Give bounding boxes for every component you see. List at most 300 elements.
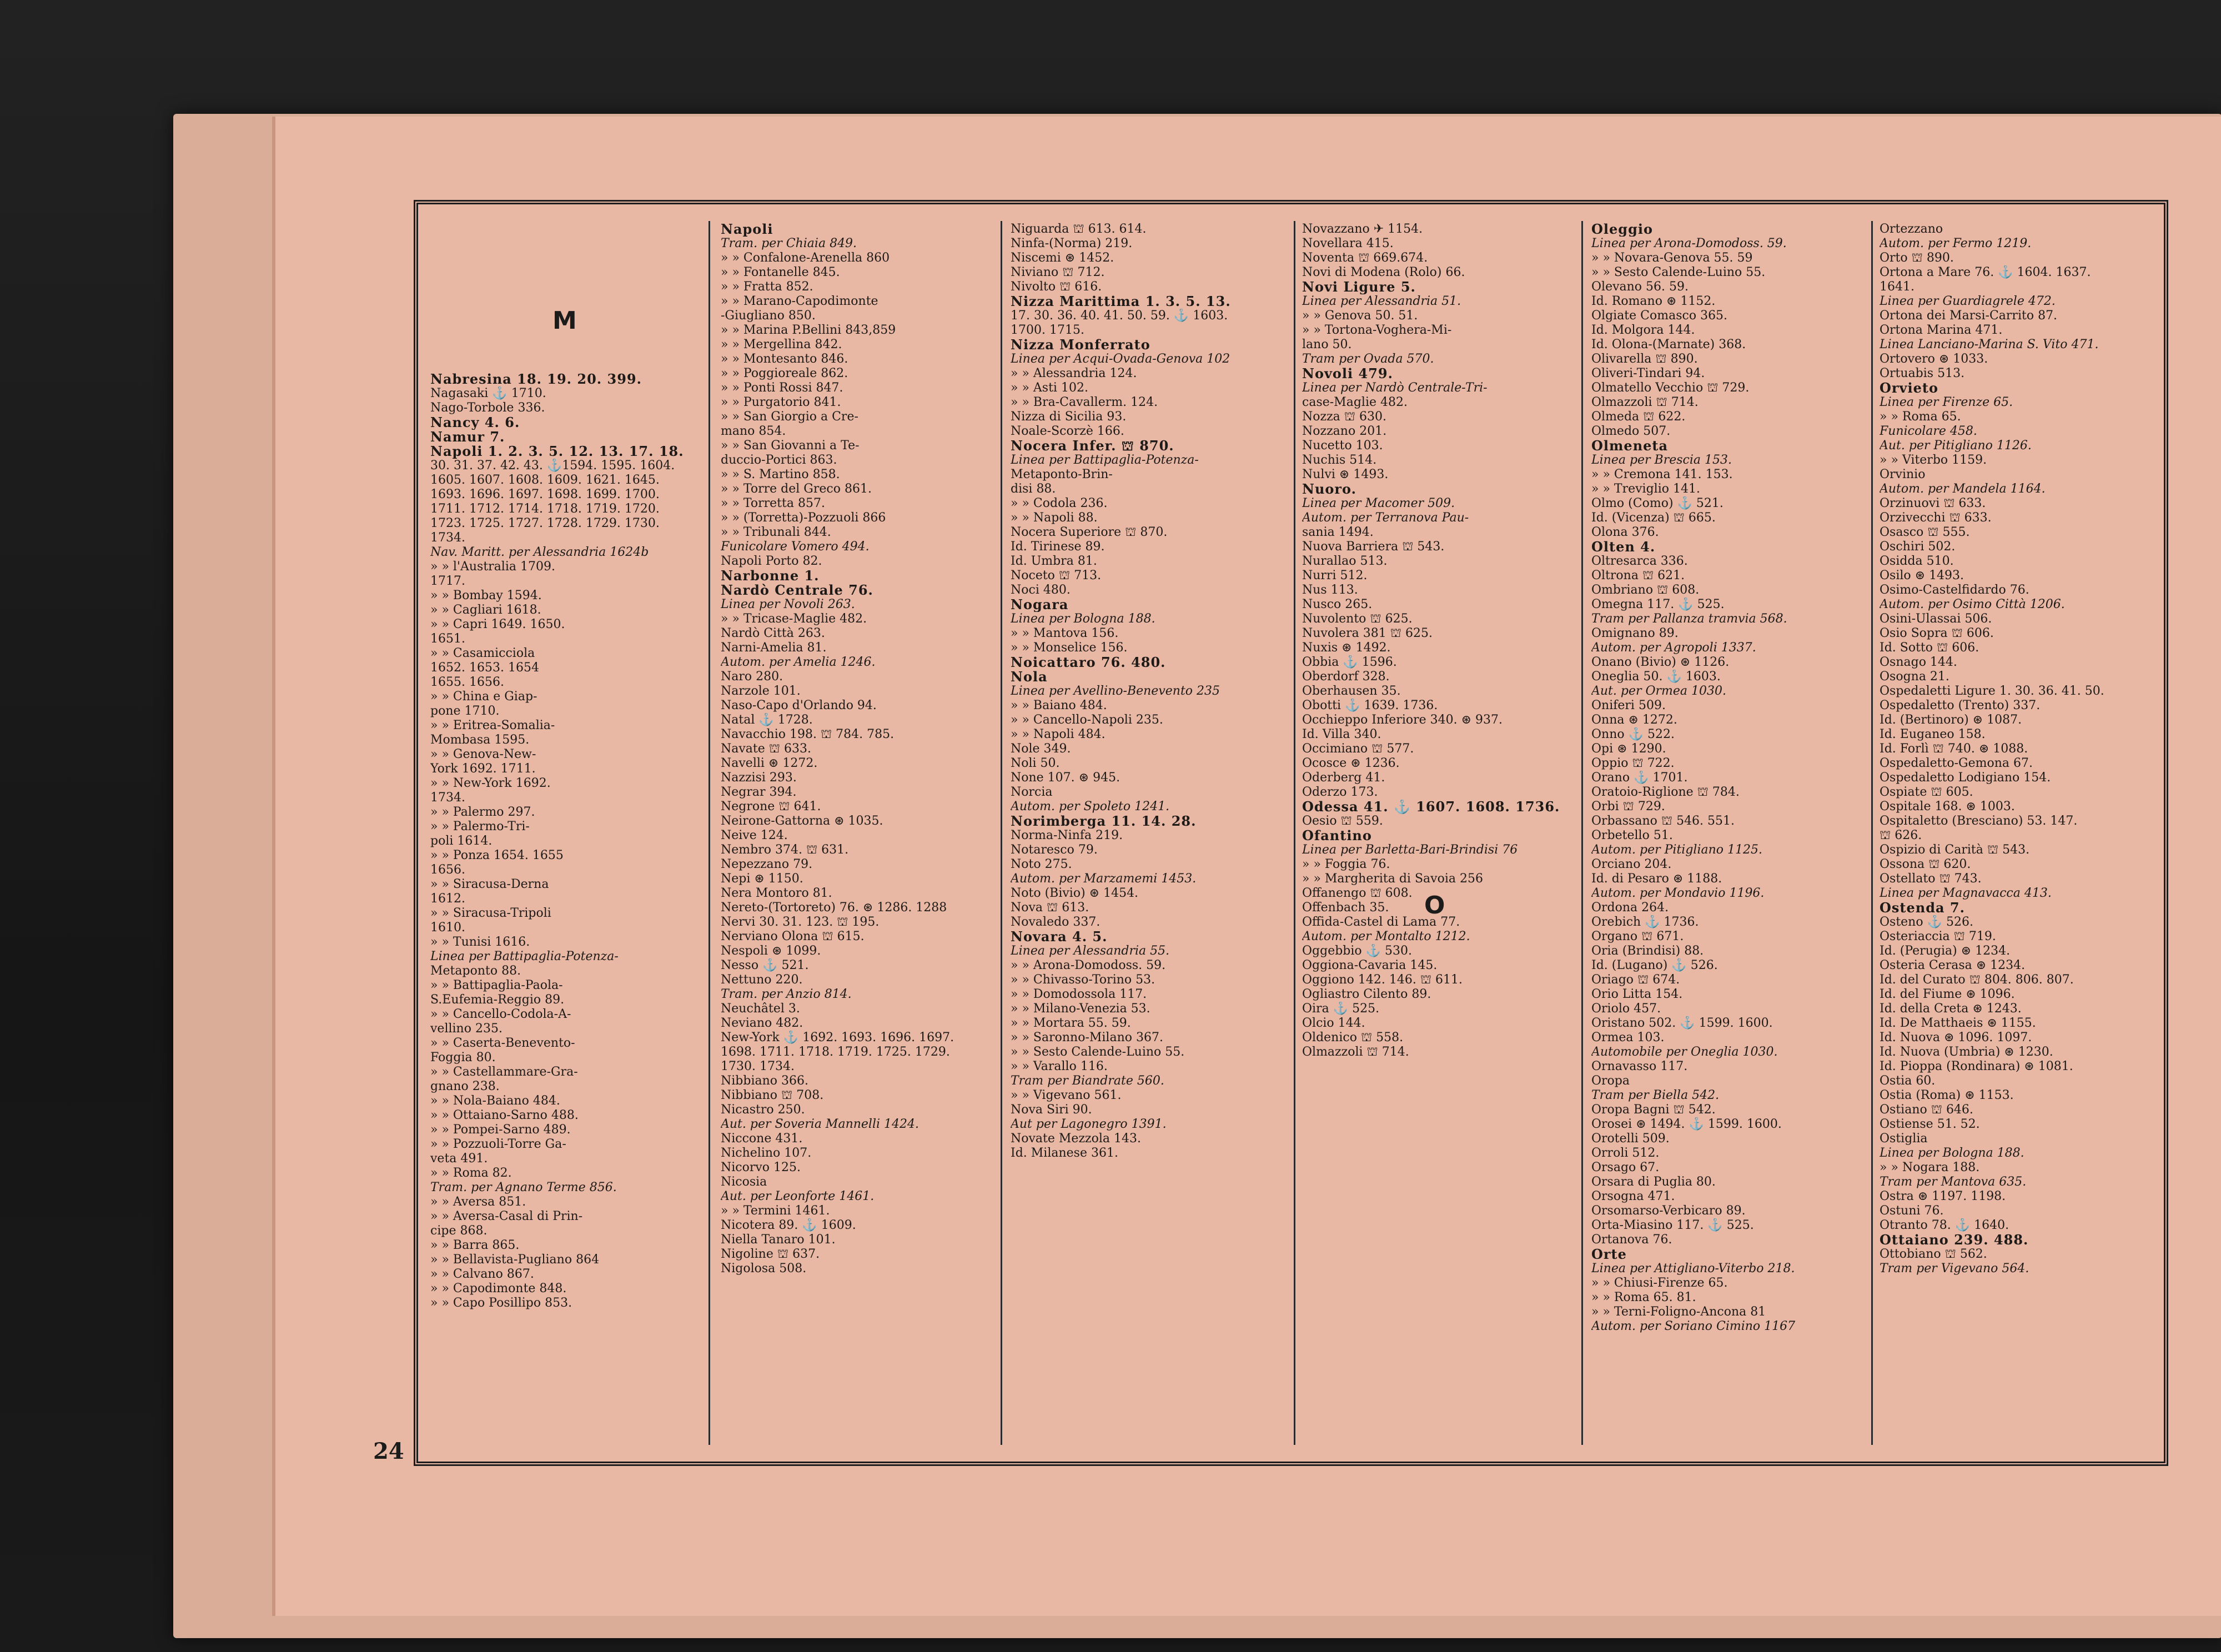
index-entry-line: » » Viterbo 1159. [1880, 453, 1987, 467]
index-entry-line: 17. 30. 36. 40. 41. 50. 59. ⚓ 1603. [1011, 309, 1228, 323]
index-entry-line: Osteriaccia ⛫ 719. [1880, 930, 1996, 943]
index-entry-line: » » S. Martino 858. [721, 468, 840, 481]
index-entry-line: Oggebbio ⚓ 530. [1302, 944, 1413, 958]
index-entry-line: Onano (Bivio) ⊛ 1126. [1591, 655, 1730, 669]
index-entry-line: gnano 238. [430, 1079, 500, 1093]
index-entry-line: » » Eritrea-Somalia- [430, 719, 555, 732]
index-entry-line: Ortona dei Marsi-Carrito 87. [1880, 309, 2058, 323]
index-entry-line: Occhieppo Inferiore 340. ⊛ 937. [1302, 713, 1503, 727]
index-entry-line: » » Marina P.Bellini 843,859 [721, 323, 896, 337]
index-entry-line: Olmeda ⛫ 622. [1591, 410, 1686, 424]
index-entry-line: Ortezzano [1880, 222, 1943, 236]
index-entry-heading: Orte [1591, 1247, 1627, 1262]
index-entry-line: » » Capodimonte 848. [430, 1282, 567, 1296]
index-entry-line: Orta-Miasino 117. ⚓ 525. [1591, 1218, 1754, 1232]
index-entry-line: » » Roma 65. [1880, 410, 1961, 424]
index-entry-line: Oppio ⛫ 722. [1591, 756, 1675, 770]
column-divider [708, 221, 710, 1445]
index-entry-line: Linea per Alessandria 51. [1302, 294, 1461, 308]
index-entry-line: Ogliastro Cilento 89. [1302, 987, 1431, 1001]
index-entry-line: Navacchio 198. ⛫ 784. 785. [721, 727, 895, 741]
index-entry-line: pone 1710. [430, 704, 500, 718]
index-entry-line: 1698. 1711. 1718. 1719. 1725. 1729. [721, 1045, 950, 1059]
index-entry-line: Oristano 502. ⚓ 1599. 1600. [1591, 1016, 1773, 1030]
index-entry-line: Foggia 80. [430, 1051, 496, 1064]
index-entry-line: » » Barra 865. [430, 1238, 520, 1252]
index-entry-line: 1652. 1653. 1654 [430, 661, 539, 675]
index-entry-line: Oropa Bagni ⛫ 542. [1591, 1103, 1716, 1117]
index-entry-line: Novaledo 337. [1011, 915, 1101, 929]
index-entry-line: Ortanova 76. [1591, 1233, 1672, 1247]
index-entry-line: » » Battipaglia-Paola- [430, 978, 563, 992]
index-entry-line: » » Terni-Foligno-Ancona 81 [1591, 1305, 1766, 1319]
index-entry-line: S.Eufemia-Reggio 89. [430, 993, 565, 1007]
index-entry-line: Ospitaletto (Bresciano) 53. 147. [1880, 814, 2078, 828]
index-entry-line: Neuchâtel 3. [721, 1002, 800, 1016]
index-column-4 [1302, 222, 1577, 1444]
index-entry-heading: Narbonne 1. [721, 569, 820, 583]
index-entry-line: Ocosce ⊛ 1236. [1302, 756, 1400, 770]
index-entry-line: Linea per Battipaglia-Potenza- [1011, 453, 1199, 467]
column-divider [1294, 221, 1295, 1445]
index-entry-line: Noto (Bivio) ⊛ 1454. [1011, 886, 1139, 900]
index-entry-line: Tram. per Agnano Terme 856. [430, 1181, 617, 1194]
index-entry-line: » » Cancello-Napoli 235. [1011, 713, 1163, 727]
index-entry-line: » » Purgatorio 841. [721, 395, 841, 409]
index-entry-line: 1730. 1734. [721, 1060, 795, 1073]
index-entry-line: Noceto ⛫ 713. [1011, 569, 1102, 583]
index-entry-line: Nervi 30. 31. 123. ⛫ 195. [721, 915, 880, 929]
index-entry-heading: Olten 4. [1591, 540, 1656, 554]
index-entry-line: Nicorvo 125. [721, 1161, 801, 1174]
index-entry-line: Niscemi ⊛ 1452. [1011, 251, 1114, 265]
index-entry-line: Nago-Torbole 336. [430, 401, 545, 415]
index-entry-line: duccio-Portici 863. [721, 453, 837, 467]
index-entry-line: Tram per Vigevano 564. [1880, 1262, 2029, 1276]
index-entry-line: Ostia 60. [1880, 1074, 1936, 1088]
index-entry-line: Id. Pioppa (Rondinara) ⊛ 1081. [1880, 1060, 2073, 1073]
index-entry-line: Metaponto-Brin- [1011, 468, 1113, 481]
index-entry-line: Norcia [1011, 785, 1053, 799]
index-entry-line: » » Sesto Calende-Luino 55. [1591, 265, 1766, 279]
index-entry-line: -Giugliano 850. [721, 309, 816, 323]
index-entry-line: sania 1494. [1302, 525, 1374, 539]
index-entry-line: » » Chivasso-Torino 53. [1011, 973, 1155, 987]
section-letter-n: M [552, 307, 577, 335]
index-column-5 [1591, 222, 1866, 1444]
index-entry-line: ⛫ 626. [1880, 828, 1922, 842]
index-entry-line: Olevano 56. 59. [1591, 280, 1689, 294]
index-entry-line: Oriolo 457. [1591, 1002, 1661, 1016]
index-entry-line: Id. Villa 340. [1302, 727, 1381, 741]
index-entry-line: Orto ⛫ 890. [1880, 251, 1954, 265]
index-entry-line: Funicolare Vomero 494. [721, 540, 870, 554]
index-column-3 [1011, 222, 1288, 1444]
index-entry-line: Neive 124. [721, 828, 788, 842]
index-entry-line: Id. Nuova ⊛ 1096. 1097. [1880, 1031, 2032, 1045]
index-entry-line: » » Mortara 55. 59. [1011, 1016, 1131, 1030]
index-entry-line: » » New-York 1692. [430, 776, 551, 790]
index-entry-line: » » Marano-Capodimonte [721, 294, 878, 308]
index-entry-line: Linea per Macomer 509. [1302, 496, 1455, 510]
index-entry-line: Tram per Ovada 570. [1302, 352, 1434, 366]
index-entry-line: Linea per Battipaglia-Potenza- [430, 950, 619, 963]
index-entry-line: Naro 280. [721, 670, 783, 684]
index-entry-line: Navelli ⊛ 1272. [721, 756, 818, 770]
index-entry-line: » » Tortona-Voghera-Mi- [1302, 323, 1452, 337]
index-entry-line: Nucetto 103. [1302, 439, 1383, 453]
index-entry-line: Autom. per Soriano Cimino 1167 [1591, 1319, 1796, 1333]
index-entry-line: Oriago ⛫ 674. [1591, 973, 1680, 987]
index-entry-line: Oschiri 502. [1880, 540, 1956, 554]
index-entry-line: Autom. per Amelia 1246. [721, 655, 876, 669]
index-entry-line: » » Fratta 852. [721, 280, 813, 294]
index-entry-line: Nocera Superiore ⛫ 870. [1011, 525, 1168, 539]
index-entry-line: Noto 275. [1011, 857, 1072, 871]
index-entry-line: Linea per Arona-Domodoss. 59. [1591, 237, 1787, 250]
index-entry-line: Olivarella ⛫ 890. [1591, 352, 1698, 366]
index-entry-line: Otranto 78. ⚓ 1640. [1880, 1218, 2009, 1232]
index-entry-line: Nichelino 107. [721, 1146, 812, 1160]
index-entry-heading: Ofantino [1302, 828, 1372, 843]
page-number: 24 [373, 1438, 404, 1464]
index-entry-line: Nibbiano ⛫ 708. [721, 1088, 824, 1102]
index-entry-line: Orotelli 509. [1591, 1132, 1670, 1146]
index-entry-line: vellino 235. [430, 1022, 503, 1036]
index-entry-line: Offida-Castel di Lama 77. [1302, 915, 1460, 929]
index-entry-line: Id. (Lugano) ⚓ 526. [1591, 958, 1718, 972]
index-entry-line: Oesio ⛫ 559. [1302, 814, 1383, 828]
index-entry-line: Ospizio di Carità ⛫ 543. [1880, 843, 2030, 857]
index-entry-line: case-Maglie 482. [1302, 395, 1408, 409]
index-entry-line: Tram per Biella 542. [1591, 1088, 1720, 1102]
index-entry-line: » » Sesto Calende-Luino 55. [1011, 1045, 1185, 1059]
index-entry-line: » » Foggia 76. [1302, 857, 1390, 871]
index-entry-line: 30. 31. 37. 42. 43. ⚓1594. 1595. 1604. [430, 459, 675, 473]
index-entry-line: Orosei ⊛ 1494. ⚓ 1599. 1600. [1591, 1117, 1782, 1131]
index-entry-line: Tram. per Anzio 814. [721, 987, 852, 1001]
index-entry-line: » » Cancello-Codola-A- [430, 1007, 571, 1021]
index-entry-line: Orano ⚓ 1701. [1591, 771, 1688, 785]
index-entry-line: Osilo ⊛ 1493. [1880, 569, 1964, 583]
index-entry-line: Nova Siri 90. [1011, 1103, 1092, 1117]
index-entry-line: 1656. [430, 863, 465, 877]
index-entry-line: Natal ⚓ 1728. [721, 713, 813, 727]
index-entry-line: » » Tunisi 1616. [430, 935, 530, 949]
index-entry-heading: Oleggio [1591, 222, 1653, 237]
index-entry-line: Norma-Ninfa 219. [1011, 828, 1123, 842]
index-entry-line: Id. Olona-(Marnate) 368. [1591, 338, 1746, 352]
index-entry-line: Autom. per Pitigliano 1125. [1591, 843, 1762, 857]
index-entry-heading: Nizza Marittima 1. 3. 5. 13. [1011, 294, 1231, 309]
index-entry-line: Osteno ⚓ 526. [1880, 915, 1973, 929]
index-entry-heading: Napoli 1. 2. 3. 5. 12. 13. 17. 18. [430, 444, 684, 459]
index-entry-line: » » (Torretta)-Pozzuoli 866 [721, 511, 886, 525]
index-entry-line: » » Ponza 1654. 1655 [430, 848, 564, 862]
index-entry-line: Nera Montoro 81. [721, 886, 832, 900]
index-entry-line: Neirone-Gattorna ⊛ 1035. [721, 814, 883, 828]
index-entry-line: » » Aversa 851. [430, 1195, 526, 1209]
index-entry-line: Olcio 144. [1302, 1016, 1365, 1030]
index-entry-line: Funicolare 458. [1880, 424, 1977, 438]
index-entry-line: Novi di Modena (Rolo) 66. [1302, 265, 1465, 279]
column-divider [1001, 221, 1002, 1445]
index-entry-line: Ospiate ⛫ 605. [1880, 785, 1973, 799]
index-entry-line: Onna ⊛ 1272. [1591, 713, 1677, 727]
index-entry-line: » » Montesanto 846. [721, 352, 848, 366]
index-entry-line: Nicotera 89. ⚓ 1609. [721, 1218, 856, 1232]
index-entry-line: Nembro 374. ⛫ 631. [721, 843, 849, 857]
index-entry-line: Osini-Ulassai 506. [1880, 612, 1992, 626]
index-entry-line: Oberhausen 35. [1302, 684, 1401, 698]
index-entry-heading: Nabresina 18. 19. 20. 399. [430, 372, 642, 386]
index-entry-line: Autom. per Mandela 1164. [1880, 482, 2046, 496]
index-entry-line: » » Pozzuoli-Torre Ga- [430, 1137, 566, 1151]
index-entry-line: Ninfa-(Norma) 219. [1011, 237, 1133, 250]
index-entry-line: Orio Litta 154. [1591, 987, 1683, 1001]
index-entry-line: Orsago 67. [1591, 1161, 1660, 1174]
index-entry-heading: Novoli 479. [1302, 366, 1393, 381]
index-entry-line: » » Milano-Venezia 53. [1011, 1002, 1150, 1016]
index-entry-line: 1700. 1715. [1011, 323, 1084, 337]
index-entry-line: Nulvi ⊛ 1493. [1302, 468, 1389, 481]
index-entry-line: Navate ⛫ 633. [721, 742, 811, 756]
index-entry-line: Osimo-Castelfidardo 76. [1880, 583, 2029, 597]
index-entry-line: Orbassano ⛫ 546. 551. [1591, 814, 1735, 828]
index-entry-line: Occimiano ⛫ 577. [1302, 742, 1414, 756]
index-entry-line: 1605. 1607. 1608. 1609. 1621. 1645. [430, 473, 660, 487]
index-entry-line: Nicastro 250. [721, 1103, 805, 1117]
index-entry-line: Ospedaletto Lodigiano 154. [1880, 771, 2051, 785]
index-entry-line: » » Calvano 867. [430, 1267, 534, 1281]
index-entry-line: Oropa [1591, 1074, 1630, 1088]
index-entry-line: » » Baiano 484. [1011, 699, 1107, 712]
index-entry-line: Oderberg 41. [1302, 771, 1385, 785]
index-entry-line: Obotti ⚓ 1639. 1736. [1302, 699, 1438, 712]
index-entry-line: » » Palermo 297. [430, 805, 535, 819]
index-entry-line: Linea per Bologna 188. [1880, 1146, 2024, 1160]
index-entry-line: Id. Nuova (Umbria) ⊛ 1230. [1880, 1045, 2053, 1059]
index-entry-line: Organo ⛫ 671. [1591, 930, 1684, 943]
index-entry-line: Nerviano Olona ⛫ 615. [721, 930, 865, 943]
index-entry-line: Oltrona ⛫ 621. [1591, 569, 1685, 583]
index-entry-line: 1711. 1712. 1714. 1718. 1719. 1720. [430, 502, 660, 516]
index-entry-line: Offanengo ⛫ 608. [1302, 886, 1413, 900]
index-entry-line: Id. De Matthaeis ⊛ 1155. [1880, 1016, 2036, 1030]
index-entry-line: Id. (Perugia) ⊛ 1234. [1880, 944, 2011, 958]
index-entry-heading: Odessa 41. ⚓ 1607. 1608. 1736. [1302, 800, 1560, 814]
index-entry-line: » » Codola 236. [1011, 496, 1108, 510]
index-entry-line: Ostuni 76. [1880, 1204, 1944, 1218]
index-entry-heading: Noicattaro 76. 480. [1011, 655, 1166, 670]
index-entry-line: Linea per Brescia 153. [1591, 453, 1732, 467]
index-entry-line: » » Nola-Baiano 484. [430, 1094, 560, 1108]
index-entry-line: Oria (Brindisi) 88. [1591, 944, 1704, 958]
index-entry-line: 1693. 1696. 1697. 1698. 1699. 1700. [430, 488, 660, 501]
index-entry-line: Oneglia 50. ⚓ 1603. [1591, 670, 1721, 684]
index-entry-line: » » Ottaiano-Sarno 488. [430, 1108, 579, 1122]
index-entry-line: Nav. Maritt. per Alessandria 1624b [430, 545, 649, 559]
index-entry-line: Ortona a Mare 76. ⚓ 1604. 1637. [1880, 265, 2091, 279]
index-entry-line: Id. del Fiume ⊛ 1096. [1880, 987, 2015, 1001]
index-entry-line: Ostra ⊛ 1197. 1198. [1880, 1189, 2006, 1203]
index-entry-line: Metaponto 88. [430, 964, 521, 978]
index-entry-line: Niccone 431. [721, 1132, 803, 1146]
index-entry-line: Nuvolento ⛫ 625. [1302, 612, 1413, 626]
index-entry-line: Oliveri-Tindari 94. [1591, 366, 1705, 380]
index-entry-line: 1610. [430, 921, 465, 935]
index-entry-line: Osio Sopra ⛫ 606. [1880, 626, 1994, 640]
index-entry-line: » » Casamicciola [430, 646, 535, 660]
index-entry-line: Ospedaletto (Trento) 337. [1880, 699, 2041, 712]
index-entry-line: Nusco 265. [1302, 597, 1373, 611]
index-entry-line: Nibbiano 366. [721, 1074, 808, 1088]
index-column-2 [721, 222, 996, 1444]
index-entry-line: Nurri 512. [1302, 569, 1368, 583]
index-entry-line: Omignano 89. [1591, 626, 1679, 640]
index-entry-line: » » Bra-Cavallerm. 124. [1011, 395, 1158, 409]
index-entry-line: Oggiona-Cavaria 145. [1302, 958, 1438, 972]
index-entry-line: » » Tricase-Maglie 482. [721, 612, 867, 626]
index-entry-line: Nepi ⊛ 1150. [721, 872, 803, 886]
index-entry-line: Olona 376. [1591, 525, 1659, 539]
index-entry-line: Osogna 21. [1880, 670, 1949, 684]
index-entry-line: None 107. ⊛ 945. [1011, 771, 1120, 785]
index-entry-line: » » Cagliari 1618. [430, 603, 541, 617]
index-entry-line: 1734. [430, 531, 465, 545]
index-entry-heading: Nogara [1011, 597, 1069, 612]
index-entry-line: Id. della Creta ⊛ 1243. [1880, 1002, 2022, 1016]
index-entry-line: Id. (Vicenza) ⛫ 665. [1591, 511, 1716, 525]
index-entry-line: Linea Lanciano-Marina S. Vito 471. [1880, 338, 2099, 352]
index-entry-line: Linea per Novoli 263. [721, 597, 855, 611]
index-entry-line: Ospedaletti Ligure 1. 30. 36. 41. 50. [1880, 684, 2104, 698]
index-entry-line: Orbetello 51. [1591, 828, 1673, 842]
index-column-6 [1880, 222, 2163, 1444]
index-entry-line: Mombasa 1595. [430, 733, 530, 747]
index-entry-line: Olmo (Como) ⚓ 521. [1591, 496, 1723, 510]
index-entry-line: » » Castellammare-Gra- [430, 1065, 578, 1079]
index-entry-line: Oniferi 509. [1591, 699, 1666, 712]
index-entry-line: Oldenico ⛫ 558. [1302, 1031, 1404, 1045]
index-entry-line: » » China e Giap- [430, 690, 537, 704]
index-entry-line: Nus 113. [1302, 583, 1358, 597]
index-entry-line: Linea per Firenze 65. [1880, 395, 2013, 409]
index-entry-line: » » Mantova 156. [1011, 626, 1119, 640]
index-entry-line: Id. di Pesaro ⊛ 1188. [1591, 872, 1722, 886]
index-entry-line: 1723. 1725. 1727. 1728. 1729. 1730. [430, 516, 660, 530]
index-entry-line: Nazzisi 293. [721, 771, 797, 785]
index-entry-line: disi 88. [1011, 482, 1056, 496]
index-entry-heading: Nizza Monferrato [1011, 338, 1150, 352]
index-entry-line: » » Napoli 484. [1011, 727, 1106, 741]
index-entry-heading: Nardò Centrale 76. [721, 583, 873, 597]
index-entry-line: mano 854. [721, 424, 786, 438]
index-entry-line: Id. Euganeo 158. [1880, 727, 1986, 741]
index-entry-line: Nesso ⚓ 521. [721, 958, 809, 972]
index-entry-heading: Namur 7. [430, 430, 505, 444]
index-entry-line: 1641. [1880, 280, 1915, 294]
index-entry-line: Nagasaki ⚓ 1710. [430, 386, 546, 400]
index-entry-line: Autom. per Terranova Pau- [1302, 511, 1469, 525]
index-entry-line: Nuvolera 381 ⛫ 625. [1302, 626, 1433, 640]
index-entry-line: » » Capo Posillipo 853. [430, 1296, 572, 1310]
index-entry-line: Osasco ⛫ 555. [1880, 525, 1970, 539]
index-entry-line: » » Vigevano 561. [1011, 1088, 1122, 1102]
index-entry-line: Neviano 482. [721, 1016, 803, 1030]
index-entry-line: Orzinuovi ⛫ 633. [1880, 496, 1986, 510]
index-entry-line: » » l'Australia 1709. [430, 560, 555, 574]
column-divider [1581, 221, 1583, 1445]
index-entry-line: 1717. [430, 574, 465, 588]
index-entry-line: Nuchis 514. [1302, 453, 1377, 467]
index-entry-line: Id. Sotto ⛫ 606. [1880, 641, 1979, 655]
index-entry-line: Noale-Scorzè 166. [1011, 424, 1124, 438]
index-entry-line: York 1692. 1711. [430, 762, 536, 776]
index-entry-line: » » Monselice 156. [1011, 641, 1128, 655]
index-entry-line: 1655. 1656. [430, 675, 504, 689]
index-entry-line: Niguarda ⛫ 613. 614. [1011, 222, 1147, 236]
index-entry-line: Nettuno 220. [721, 973, 803, 987]
index-entry-line: Ostia (Roma) ⊛ 1153. [1880, 1088, 2014, 1102]
index-entry-line: Onno ⚓ 522. [1591, 727, 1675, 741]
index-entry-line: » » Pompei-Sarno 489. [430, 1123, 571, 1137]
index-entry-line: » » Palermo-Tri- [430, 820, 530, 833]
index-entry-line: Orsomarso-Verbicaro 89. [1591, 1204, 1746, 1218]
index-entry-line: Id. Molgora 144. [1591, 323, 1695, 337]
index-entry-line: » » Margherita di Savoia 256 [1302, 872, 1483, 886]
index-entry-line: Ombriano ⛫ 608. [1591, 583, 1700, 597]
index-entry-line: » » Napoli 88. [1011, 511, 1098, 525]
index-entry-line: Osnago 144. [1880, 655, 1957, 669]
index-entry-line: Noventa ⛫ 669.674. [1302, 251, 1428, 265]
index-entry-line: » » Asti 102. [1011, 381, 1088, 395]
index-entry-line: New-York ⚓ 1692. 1693. 1696. 1697. [721, 1031, 954, 1045]
index-entry-line: » » Novara-Genova 55. 59 [1591, 251, 1753, 265]
index-entry-line: » » Arona-Domodoss. 59. [1011, 958, 1166, 972]
index-entry-line: Ottobiano ⛫ 562. [1880, 1247, 1987, 1261]
index-entry-line: Nardò Città 263. [721, 626, 825, 640]
index-entry-line: Ostiglia [1880, 1132, 1928, 1146]
index-entry-line: Linea per Attigliano-Viterbo 218. [1591, 1262, 1795, 1276]
index-entry-line: Osteria Cerasa ⊛ 1234. [1880, 958, 2026, 972]
index-entry-line: Oderzo 173. [1302, 785, 1378, 799]
index-entry-line: Autom. per Spoleto 1241. [1011, 800, 1170, 814]
index-entry-line: Linea per Guardiagrele 472. [1880, 294, 2056, 308]
index-entry-line: Olgiate Comasco 365. [1591, 309, 1728, 323]
index-entry-line: » » Cremona 141. 153. [1591, 468, 1733, 481]
index-entry-line: lano 50. [1302, 338, 1352, 352]
index-entry-line: Notaresco 79. [1011, 843, 1098, 857]
index-entry-line: Ornavasso 117. [1591, 1060, 1688, 1073]
index-entry-line: Oratoio-Riglione ⛫ 784. [1591, 785, 1740, 799]
index-entry-line: Autom. per Osimo Città 1206. [1880, 597, 2065, 611]
index-entry-line: » » Varallo 116. [1011, 1060, 1108, 1073]
index-entry-line: Nozzano 201. [1302, 424, 1387, 438]
index-entry-line: Negrar 394. [721, 785, 797, 799]
index-entry-line: Tram per Pallanza tramvia 568. [1591, 612, 1787, 626]
index-entry-line: Obbia ⚓ 1596. [1302, 655, 1397, 669]
index-entry-line: » » Chiusi-Firenze 65. [1591, 1276, 1728, 1290]
index-entry-line: Osidda 510. [1880, 554, 1954, 568]
index-entry-line: Ostiense 51. 52. [1880, 1117, 1980, 1131]
index-entry-line: Novellara 415. [1302, 237, 1394, 250]
index-entry-line: Orsara di Puglia 80. [1591, 1175, 1716, 1189]
index-entry-line: Naso-Capo d'Orlando 94. [721, 699, 877, 712]
index-entry-line: Napoli Porto 82. [721, 554, 822, 568]
index-entry-line: Nepezzano 79. [721, 857, 813, 871]
index-entry-line: Linea per Barletta-Bari-Brindisi 76 [1302, 843, 1518, 857]
